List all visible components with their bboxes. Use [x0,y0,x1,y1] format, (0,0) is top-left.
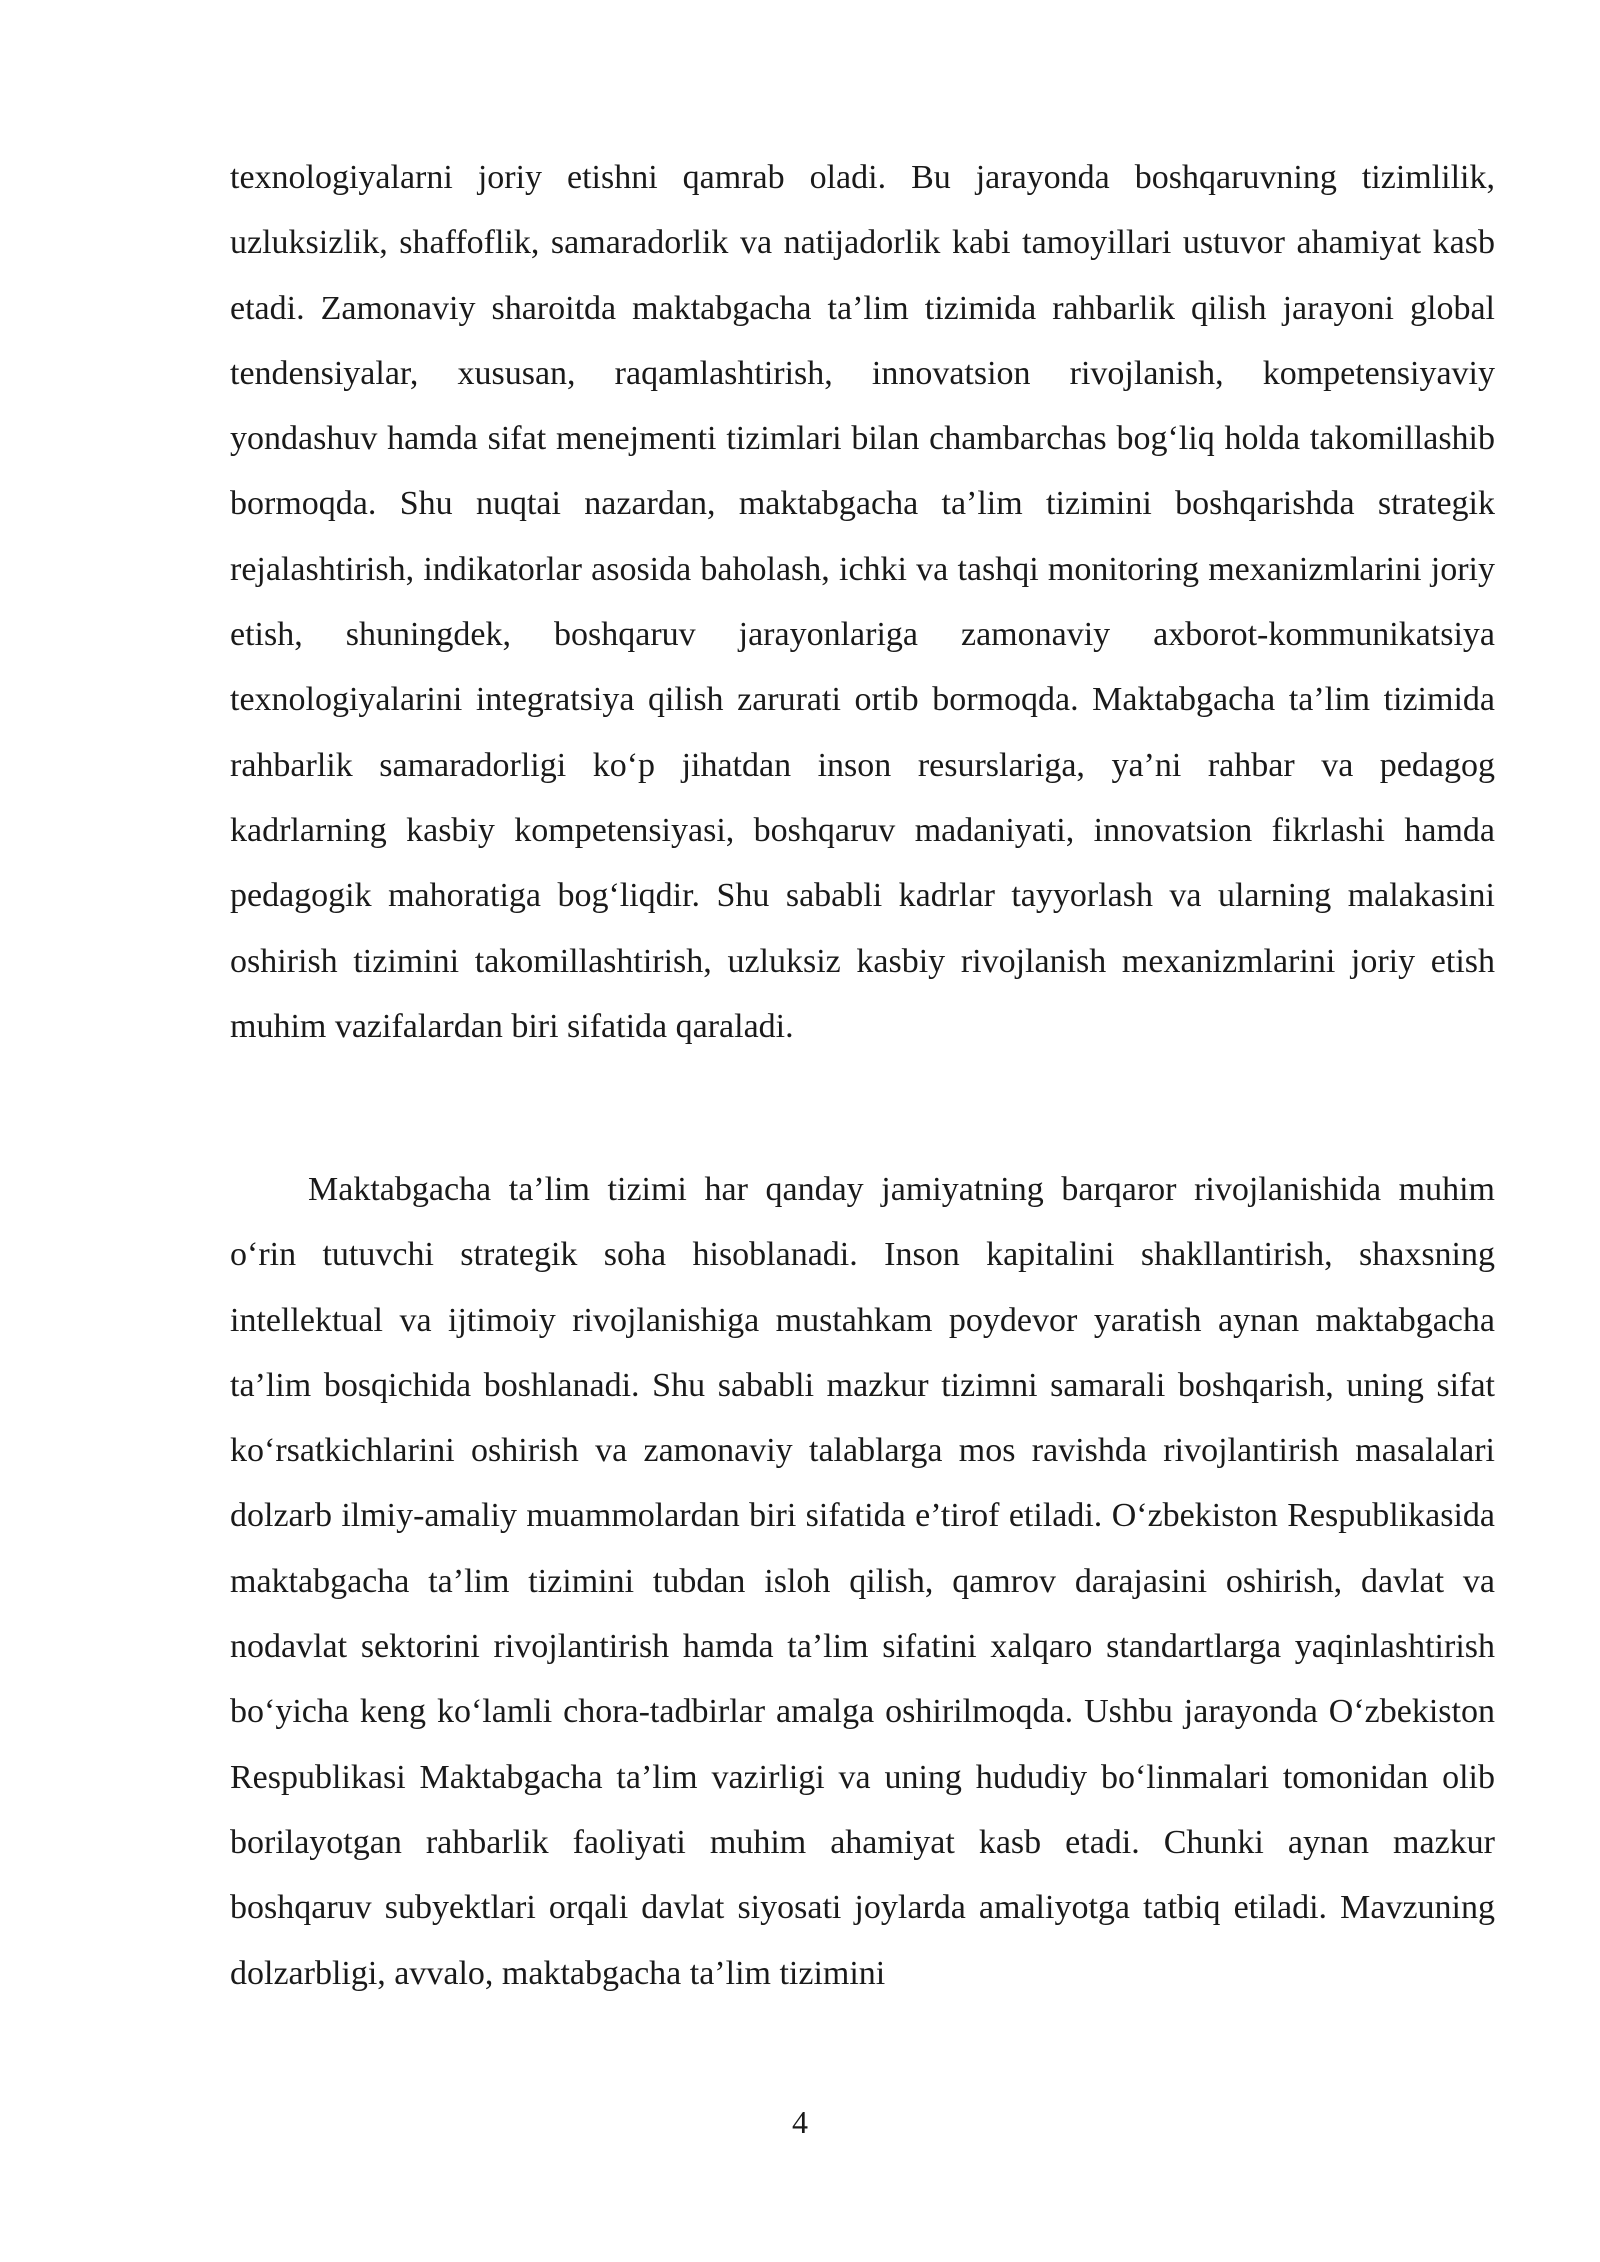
page-number: 4 [792,2104,808,2140]
body-paragraph: Maktabgacha ta’lim tizimi har qanday jamiyatning barqaror rivojlanishida muhim o‘rin tutuvchi strategik soha hisoblanadi. Inson kapitalini shakllantirish, shaxsning intellektual va ijtimoiy rivojlanishiga mustahkam poydevor yaratish aynan maktabgacha ta’lim bosqichida boshlanadi. Shu sababli mazkur tizimni samarali boshqarish, uning sifat ko‘rsatkichlarini oshirish va zamonaviy talablarga mos ravishda rivojlantirish masalalari dolzarb ilmiy-amaliy muammolardan biri sifatida e’tirof etiladi. O‘zbekiston Respublikasida maktabgacha ta’lim tizimini tubdan isloh qilish, qamrov darajasini oshirish, davlat va nodavlat sektorini rivojlantirish hamda ta’lim sifatini xalqaro standartlarga yaqinlashtirish bo‘yicha keng ko‘lamli chora-tadbirlar amalga oshirilmoqda. Ushbu jarayonda O‘zbekiston Respublikasi Maktabgacha ta’lim vazirligi va uning hududiy bo‘linmalari tomonidan olib borilayotgan rahbarlik faoliyati muhim ahamiyat kasb etadi. Chunki aynan mazkur boshqaruv subyektlari orqali davlat siyosati joylarda amaliyotga tatbiq etiladi. Mavzuning dolzarbligi, avvalo, maktabgacha ta’lim tizimini [230,1171,1495,1992]
body-paragraph: texnologiyalarni joriy etishni qamrab oladi. Bu jarayonda boshqaruvning tizimlilik, uzluksizlik, shaffoflik, samaradorlik va natijadorlik kabi tamoyillari ustuvor ahamiyat kasb etadi. Zamonaviy sharoitda maktabgacha ta’lim tizimida rahbarlik qilish jarayoni global tendensiyalar, xususan, raqamlashtirish, innovatsion rivojlanish, kompetensiyaviy yondashuv hamda sifat menejmenti tizimlari bilan chambarchas bog‘liq holda takomillashib bormoqda. Shu nuqtai nazardan, maktabgacha ta’lim tizimini boshqarishda strategik rejalashtirish, indikatorlar asosida baholash, ichki va tashqi monitoring mexanizmlarini joriy etish, shuningdek, boshqaruv jarayonlariga zamonaviy axborot-kommunikatsiya texnologiyalarini integratsiya qilish zarurati ortib bormoqda. Maktabgacha ta’lim tizimida rahbarlik samaradorligi ko‘p jihatdan inson resurslariga, ya’ni rahbar va pedagog kadrlarning kasbiy kompetensiyasi, boshqaruv madaniyati, innovatsion fikrlashi hamda pedagogik mahoratiga bog‘liqdir. Shu sababli kadrlar tayyorlash va ularning malakasini oshirish tizimini takomillashtirish, uzluksiz kasbiy rivojlanish mexanizmlarini joriy etish muhim vazifalardan biri sifatida qaraladi. [230,159,1495,1045]
